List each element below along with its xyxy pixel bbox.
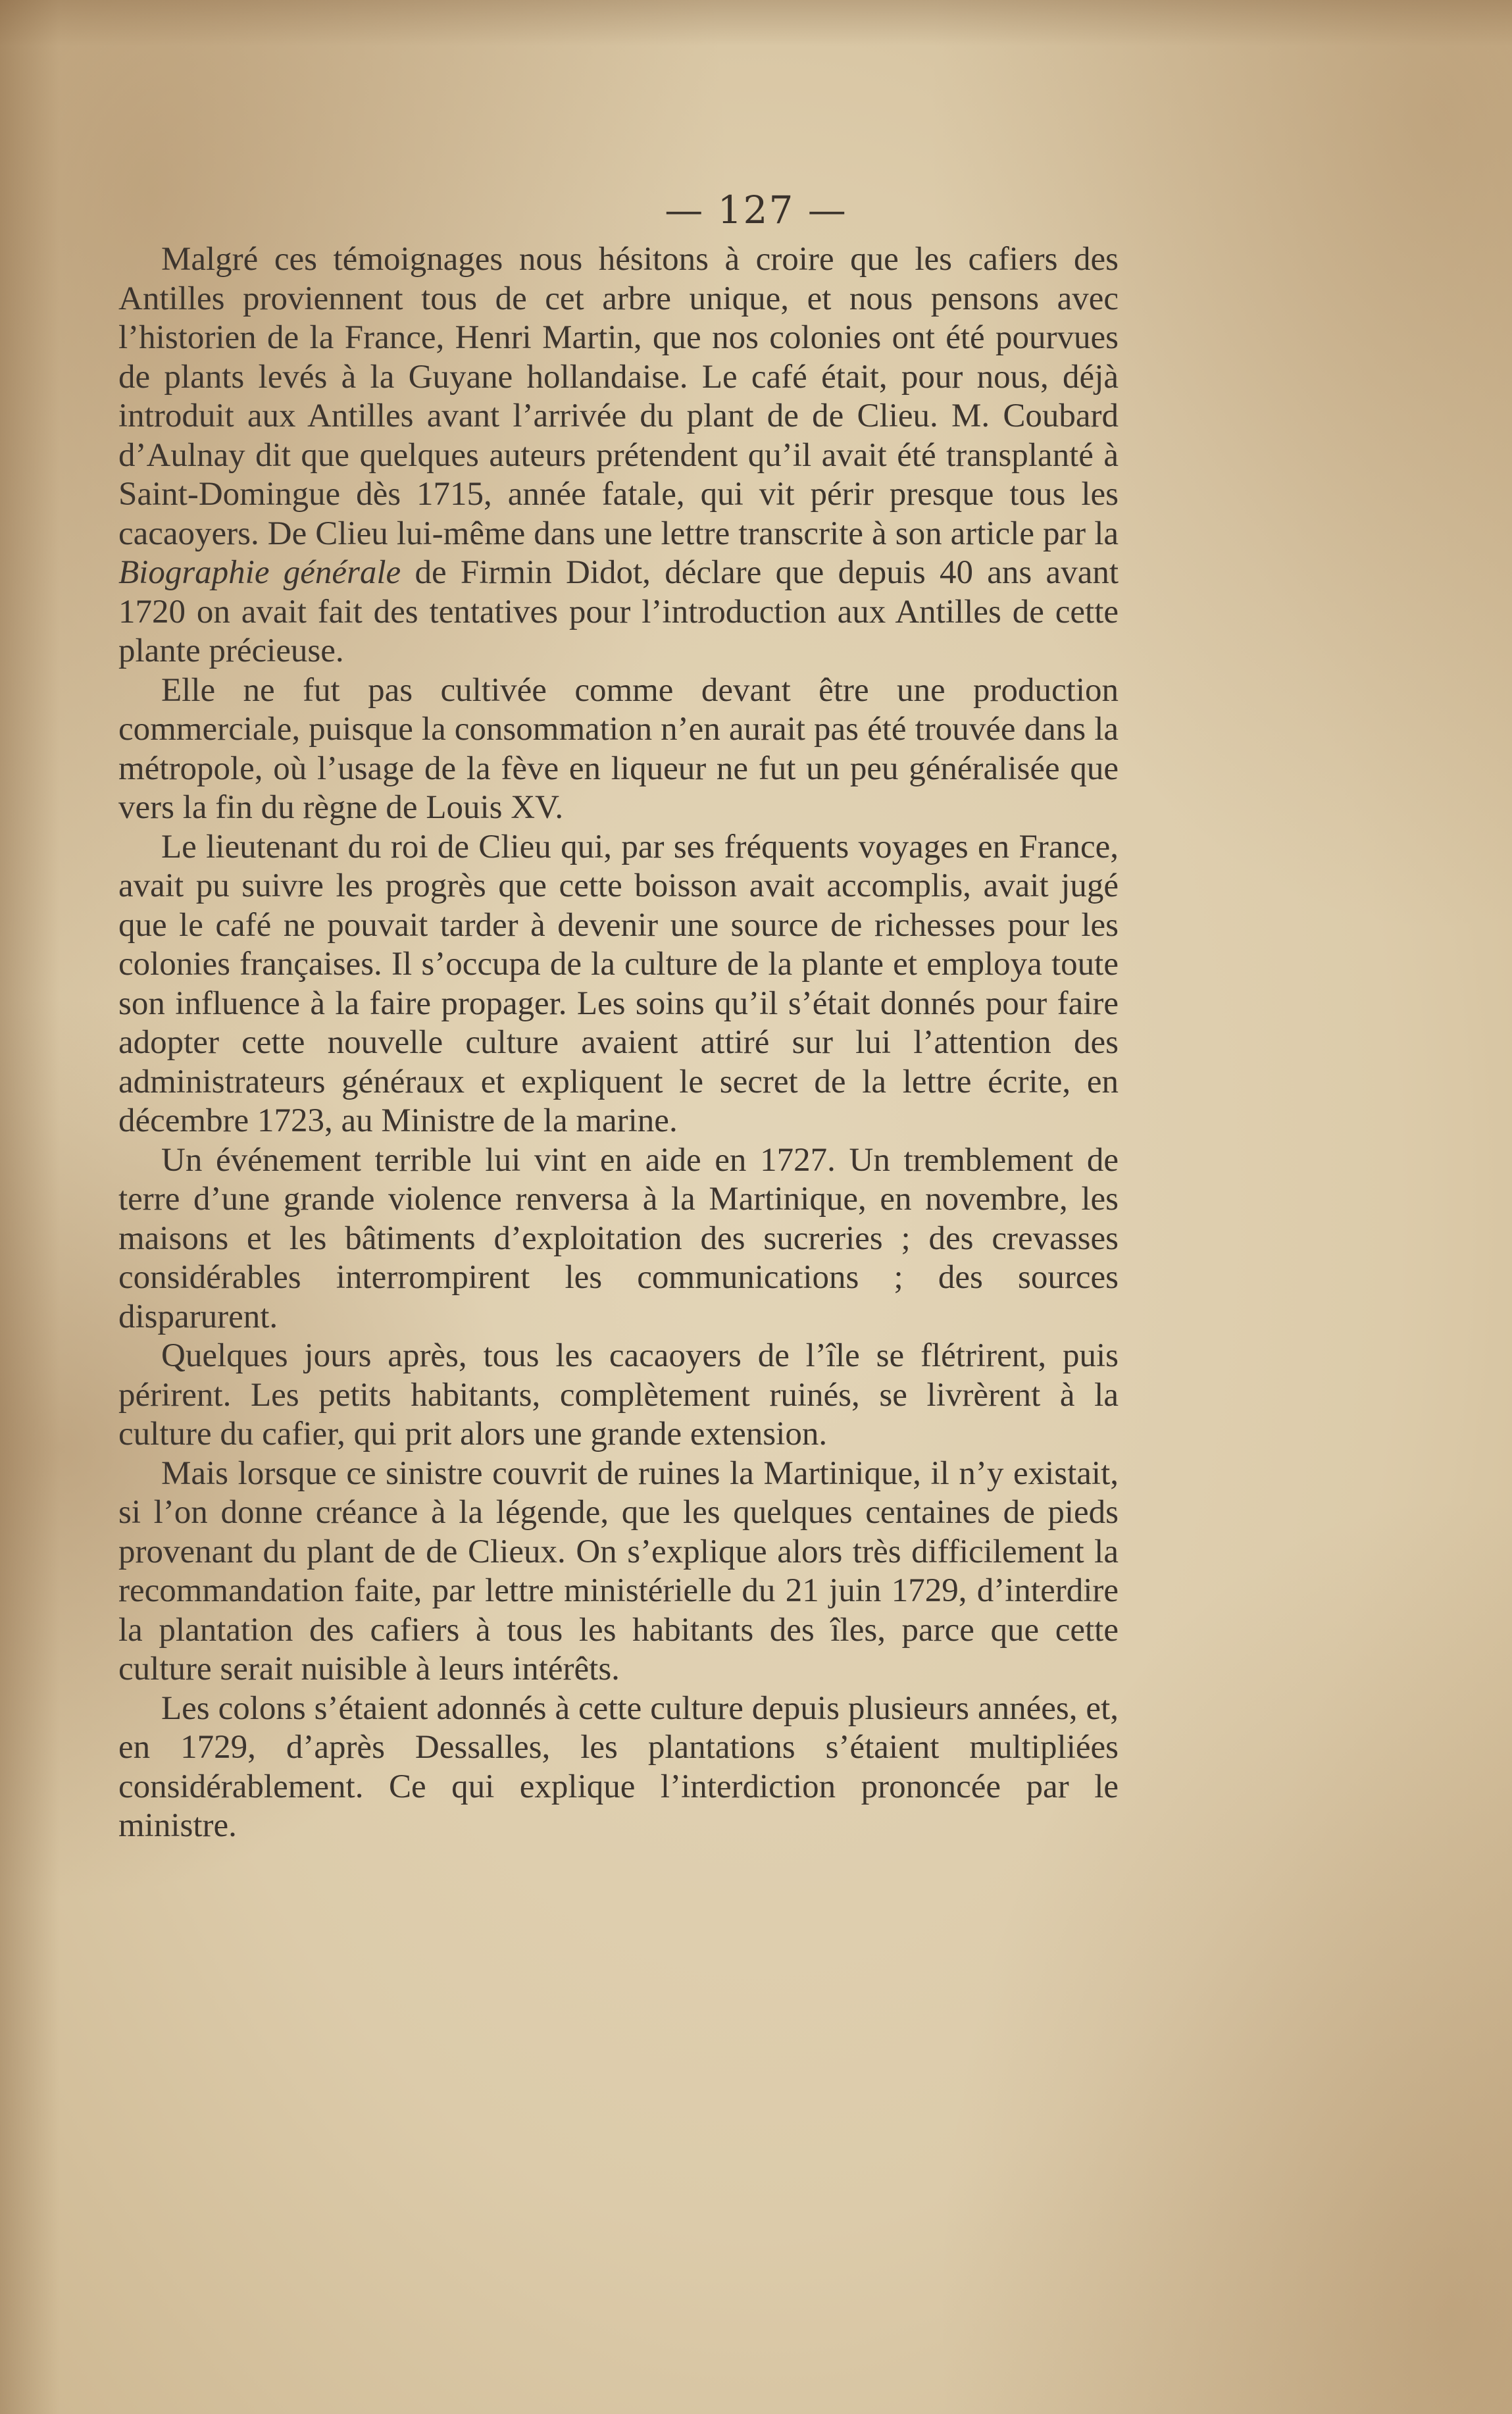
page-edge-shadow-left: [0, 0, 59, 2414]
paragraph-7: Les colons s’étaient adonnés à cette culture depuis plusieurs années, et, en 1729, d’après Dessalles, les plantations s’étaient multipliées considérablement. Ce qui explique l’interdiction prononcée par le ministre.: [118, 1689, 1119, 1844]
paragraph-1-text-before: Malgré ces témoignages nous hésitons à croire que les cafiers des Antilles proviennent tous de cet arbre unique, et nous pensons avec l’historien de la France, Henri Martin, que nos colonies ont été pourvues de plants levés à la Guyane hollandaise. Le café était, pour nous, déjà introduit aux Antilles avant l’arrivée du plant de de Clieu. M. Coubard d’Aulnay dit que quelques auteurs prétendent qu’il avait été transplanté à Saint-Domingue dès 1715, année fatale, qui vit périr presque tous les cacaoyers. De Clieu lui-même dans une lettre transcrite à son article par la: [118, 241, 1119, 552]
paragraph-2: Elle ne fut pas cultivée comme devant être une production commerciale, puisque la consommation n’en aurait pas été trouvée dans la métropole, où l’usage de la fève en liqueur ne fut un peu généralisée que vers la fin du règne de Louis XV.: [118, 671, 1119, 826]
paragraph-3: Le lieutenant du roi de Clieu qui, par ses fréquents voyages en France, avait pu suivre les progrès que cette boisson avait accomplis, avait jugé que le café ne pouvait tarder à devenir une source de richesses pour les colonies françaises. Il s’occupa de la culture de la plante et employa toute son influence à la faire propager. Les soins qu’il s’était donnés pour faire adopter cette nouvelle culture avaient attiré sur lui l’attention des administrateurs généraux et expliquent le secret de la lettre écrite, en décembre 1723, au Ministre de la marine.: [118, 828, 1119, 1139]
paragraph-6: Mais lorsque ce sinistre couvrit de ruines la Martinique, il n’y existait, si l’on donne créance à la légende, que les quelques centaines de pieds provenant du plant de de Clieux. On s’explique alors très difficilement la recommandation faite, par lettre ministérielle du 21 juin 1729, d’interdire la plantation des cafiers à tous les habitants des îles, parce que cette culture serait nuisible à leurs intérêts.: [118, 1454, 1119, 1687]
book-title-italic: Biographie générale: [118, 554, 401, 591]
paragraph-1-text-after: de Firmin Didot, déclare que depuis 40 ans avant 1720 on avait fait des tentatives pour l’introduction aux Antilles de cette plante précieuse.: [118, 554, 1119, 669]
paragraph-1: [118, 240, 1119, 671]
paragraph-5: Quelques jours après, tous les cacaoyers de l’île se flétrirent, puis périrent. Les petits habitants, complètement ruinés, se livrèrent à la culture du cafier, qui prit alors une grande extension.: [118, 1337, 1119, 1452]
body-text: [118, 240, 1119, 1846]
page-number: — 127 —: [665, 188, 847, 232]
page-edge-shadow-top: [0, 0, 1512, 46]
paragraph-4: Un événement terrible lui vint en aide en 1727. Un tremblement de terre d’une grande violence renversa à la Martinique, en novembre, les maisons et les bâtiments d’exploitation des sucreries ; des crevasses considérables interrompirent les communications ; des sources disparurent.: [118, 1141, 1119, 1335]
